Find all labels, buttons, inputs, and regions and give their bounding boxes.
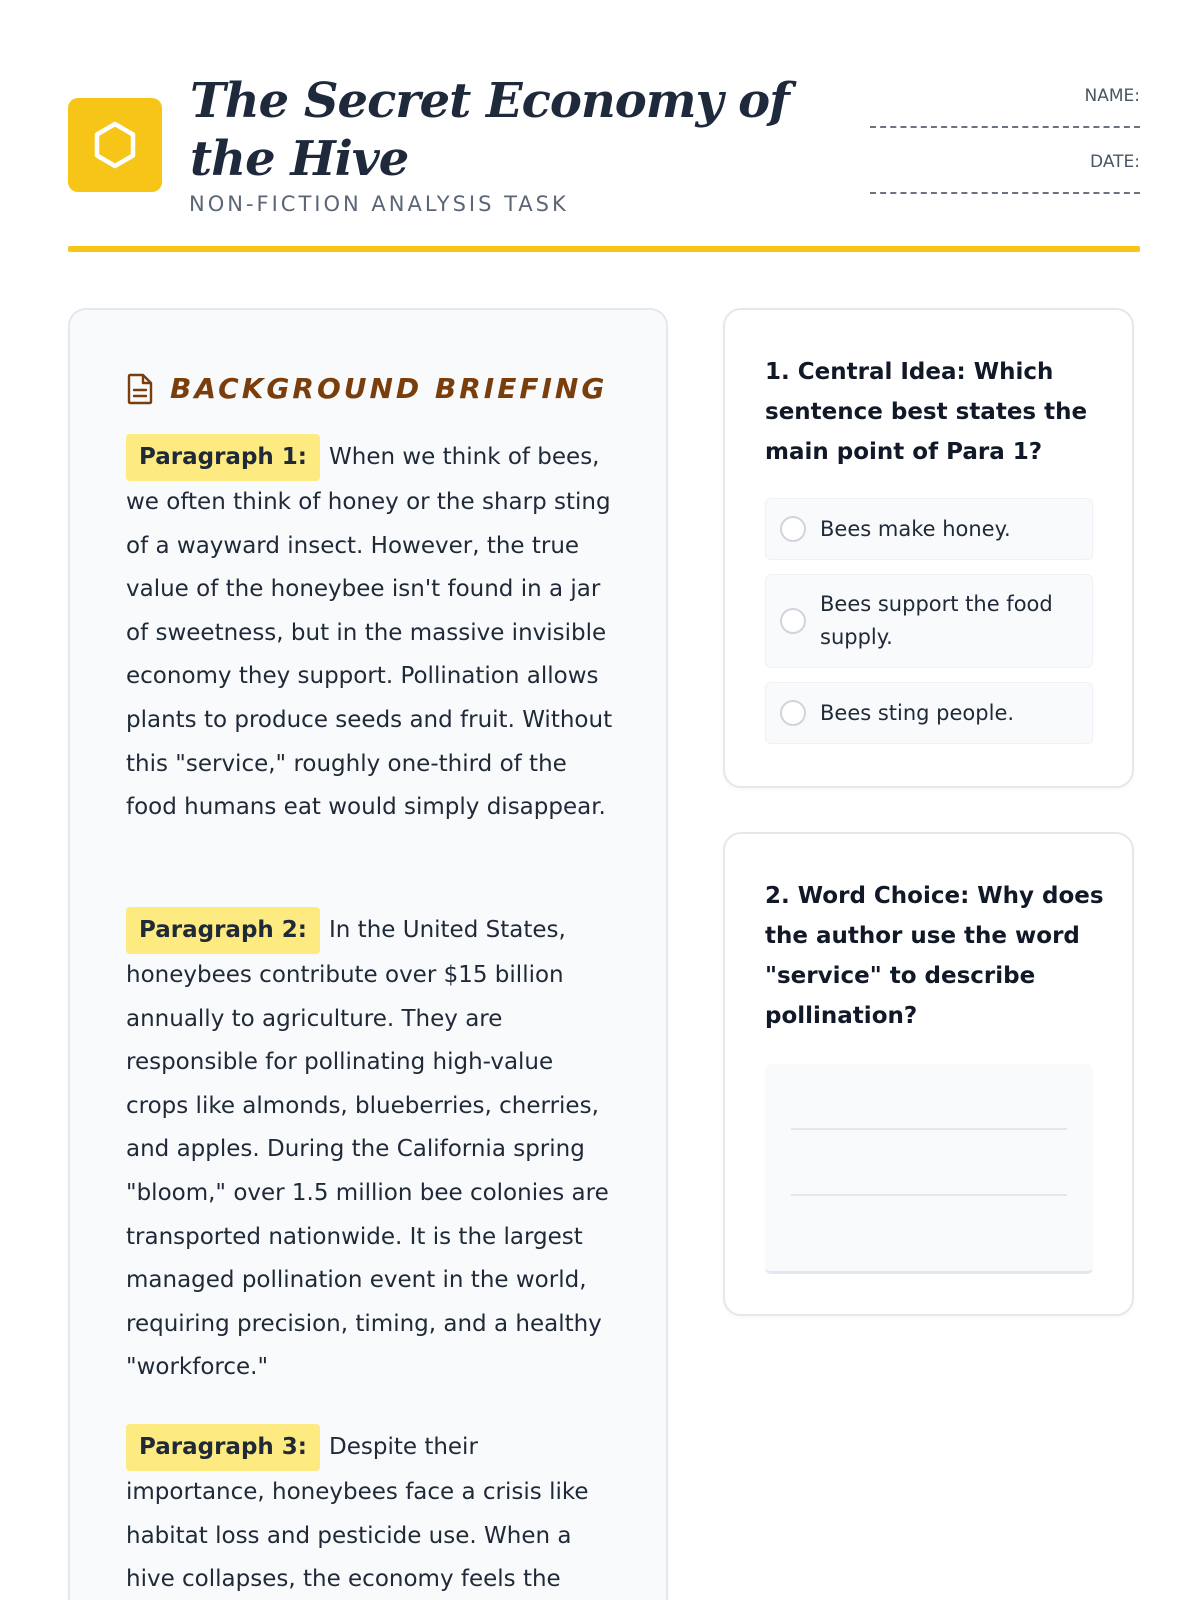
radio-button[interactable] <box>780 608 806 634</box>
writing-line <box>791 1128 1067 1130</box>
paragraph-text: In the United States, honeybees contribute over $15 billion annually to agriculture. They are responsible for pollinating high-value crops like almonds, blueberries, cherries, and apples. During the California spring "bloom," over 1.5 million bee colonies are transported nationwide. It is the largest managed pollination event in the world, requiring precision, timing, and a healthy "workforce." <box>126 917 609 1381</box>
name-field[interactable] <box>870 126 1140 128</box>
page-title: The Secret Economy of the Hive <box>190 73 789 187</box>
hive-logo <box>68 98 162 192</box>
option-label: Bees make honey. <box>820 516 1011 541</box>
radio-button[interactable] <box>780 516 806 542</box>
name-label: NAME: <box>1084 86 1140 106</box>
paragraph-3 <box>126 1424 616 1600</box>
background-briefing-panel <box>68 308 668 1600</box>
paragraph-1 <box>126 434 616 830</box>
paragraph-label: Paragraph 3: <box>126 1424 320 1471</box>
page-subtitle: NON-FICTION ANALYSIS TASK <box>189 192 569 216</box>
radio-button[interactable] <box>780 700 806 726</box>
question-card-1 <box>723 308 1134 788</box>
worksheet-header <box>68 70 1140 250</box>
date-label: DATE: <box>1090 152 1140 172</box>
answer-option[interactable] <box>765 574 1093 668</box>
paragraph-text: Despite their importance, honeybees face a crisis like habitat loss and pesticide use. When a hive collapses, the economy feels the <box>126 1434 589 1593</box>
writing-line <box>791 1194 1067 1196</box>
answer-option[interactable] <box>765 682 1093 744</box>
option-label: Bees support the food supply. <box>820 592 1053 649</box>
answer-textarea[interactable] <box>765 1064 1093 1274</box>
question-text: 1. Central Idea: Which sentence best states the main point of Para 1? <box>765 359 1088 465</box>
paragraph-label: Paragraph 1: <box>126 434 320 481</box>
date-field[interactable] <box>870 192 1140 194</box>
document-icon <box>126 373 154 405</box>
paragraph-text: When we think of bees, we often think of honey or the sharp sting of a wayward insect. However, the true value of the honeybee isn't found in a jar of sweetness, but in the massive invisible economy they support. Pollination allows plants to produce seeds and fruit. Without this "service," roughly one-third of the food humans eat would simply disappear. <box>126 444 613 821</box>
answer-option[interactable] <box>765 498 1093 560</box>
briefing-heading <box>126 372 607 405</box>
paragraph-2 <box>126 907 616 1390</box>
question-text: 2. Word Choice: Why does the author use the word "service" to describe pollination? <box>765 883 1104 1029</box>
question-card-2 <box>723 832 1134 1316</box>
paragraph-label: Paragraph 2: <box>126 907 320 954</box>
header-divider <box>68 246 1140 252</box>
option-label: Bees sting people. <box>820 700 1015 725</box>
hexagon-icon <box>91 121 139 169</box>
briefing-title: BACKGROUND BRIEFING <box>170 372 608 405</box>
